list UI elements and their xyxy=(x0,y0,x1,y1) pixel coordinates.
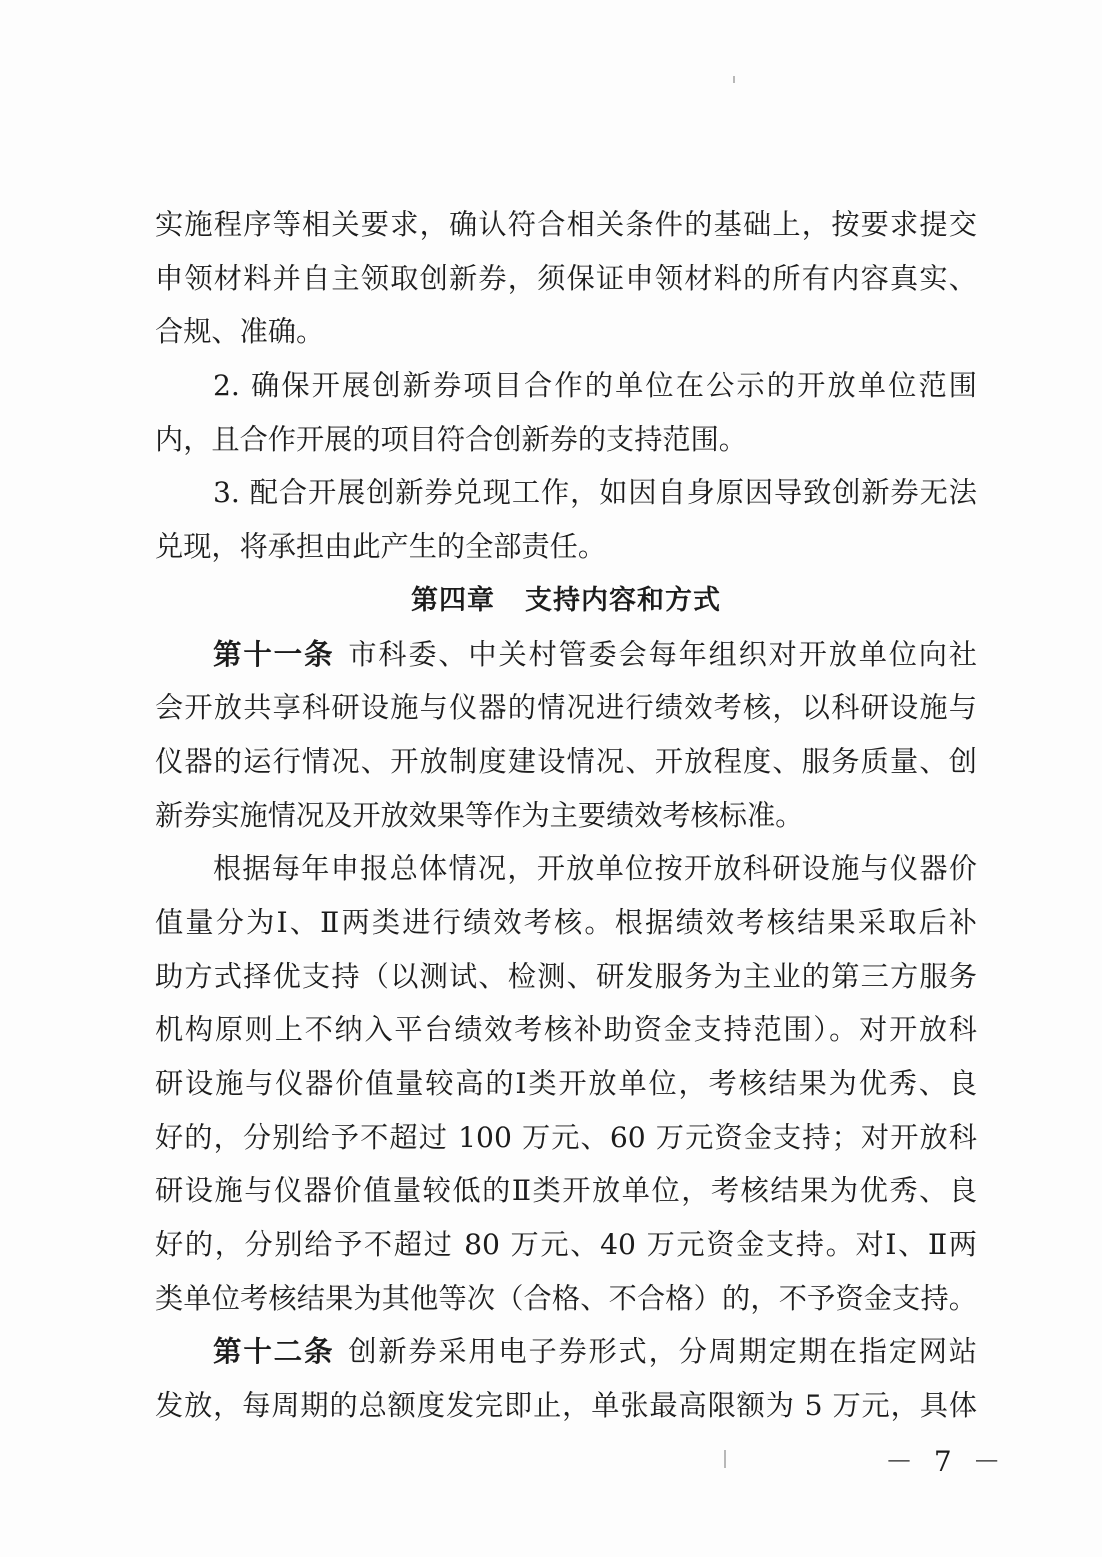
chapter-title: 支持内容和方式 xyxy=(525,584,721,616)
text-line: 研设施与仪器价值量较低的Ⅱ类开放单位，考核结果为优秀、良 xyxy=(155,1174,977,1208)
document-body xyxy=(155,198,977,1433)
text-line: 助方式择优支持（以测试、检测、研发服务为主业的第三方服务 xyxy=(155,959,977,993)
text-line: 好的，分别给予不超过 100 万元、60 万元资金支持；对开放科 xyxy=(155,1120,977,1154)
article-first-line xyxy=(155,1325,977,1379)
text-line: 仪器的运行情况、开放制度建设情况、开放程度、服务质量、创 xyxy=(155,744,977,778)
article-text: 创新券采用电子券形式，分周期定期在指定网站 xyxy=(348,1335,977,1369)
text-line: 类单位考核结果为其他等次（合格、不合格）的，不予资金支持。 xyxy=(155,1281,977,1315)
text-line: 合规、准确。 xyxy=(155,315,325,349)
text-line: 值量分为Ⅰ、Ⅱ两类进行绩效考核。根据绩效考核结果采取后补 xyxy=(155,905,977,939)
text-line: 发放，每周期的总额度发完即止，单张最高限额为 5 万元，具体 xyxy=(155,1389,977,1423)
text-line: 申领材料并自主领取创新券，须保证申领材料的所有内容真实、 xyxy=(155,261,977,295)
article-text: 市科委、中关村管委会每年组织对开放单位向社 xyxy=(348,637,977,671)
page-number: － 7 － xyxy=(885,1445,1007,1478)
text-line: 好的，分别给予不超过 80 万元、40 万元资金支持。对Ⅰ、Ⅱ两 xyxy=(155,1228,977,1262)
chapter-heading xyxy=(155,574,977,628)
text-line: 实施程序等相关要求，确认符合相关条件的基础上，按要求提交 xyxy=(155,208,977,241)
scan-speck xyxy=(724,1450,726,1468)
chapter-number: 第四章 xyxy=(411,584,495,616)
scan-speck xyxy=(733,76,735,83)
text-line: 3. 配合开展创新券兑现工作，如因自身原因导致创新券无法 xyxy=(213,476,977,510)
text-line: 会开放共享科研设施与仪器的情况进行绩效考核，以科研设施与 xyxy=(155,691,977,725)
text-line: 机构原则上不纳入平台绩效考核补助资金支持范围）。对开放科 xyxy=(155,1013,977,1047)
text-line: 2. 确保开展创新券项目合作的单位在公示的开放单位范围 xyxy=(213,369,977,403)
text-line: 兑现，将承担由此产生的全部责任。 xyxy=(155,530,607,564)
article-label: 第十二条 xyxy=(213,1335,335,1369)
text-line: 内，且合作开展的项目符合创新券的支持范围。 xyxy=(155,422,747,456)
text-line: 研设施与仪器价值量较高的Ⅰ类开放单位，考核结果为优秀、良 xyxy=(155,1067,977,1100)
article-label: 第十一条 xyxy=(213,637,335,671)
text-line: 新券实施情况及开放效果等作为主要绩效考核标准。 xyxy=(155,798,804,832)
text-line: 根据每年申报总体情况，开放单位按开放科研设施与仪器价 xyxy=(213,852,977,886)
article-first-line xyxy=(155,628,977,682)
